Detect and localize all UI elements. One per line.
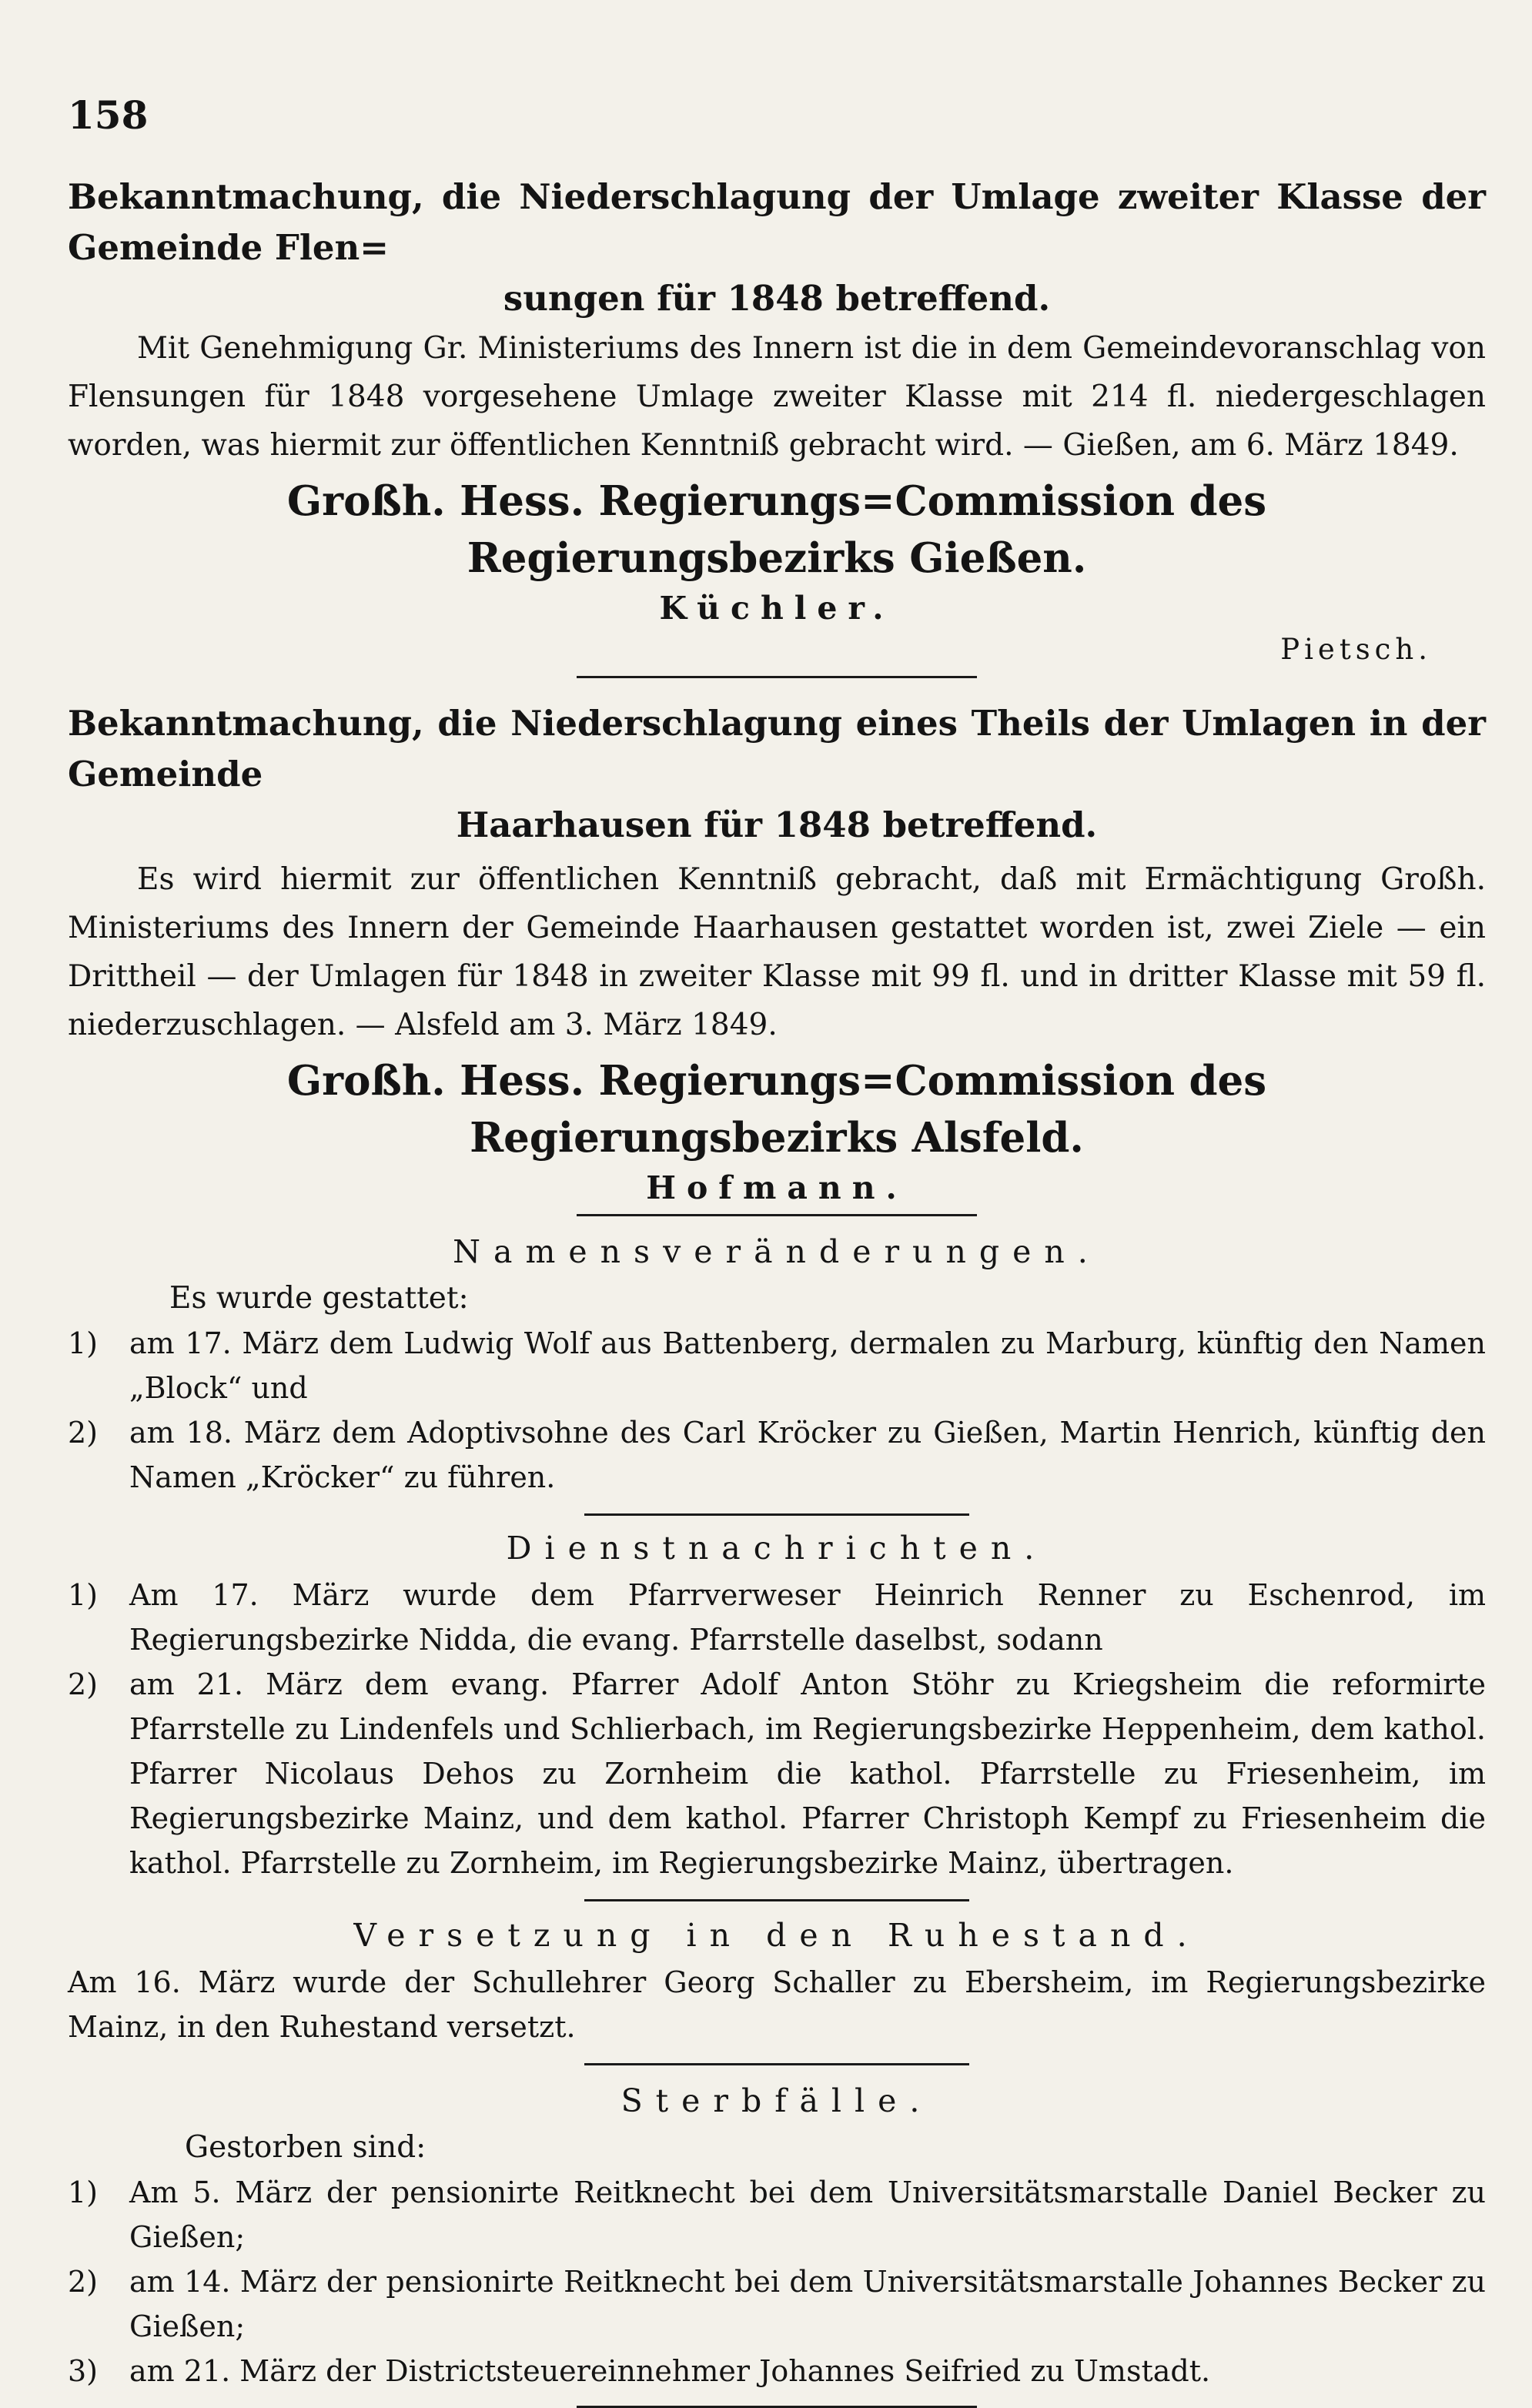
- service-news-section: [68, 1523, 1486, 1885]
- section-title: Dienstnachrichten.: [506, 1530, 1048, 1567]
- section-intro: Gestorben sind:: [185, 2130, 426, 2165]
- section-title: Namensveränderungen.: [453, 1233, 1101, 1270]
- section-divider: [584, 1899, 969, 1901]
- signatory: Küchler.: [659, 590, 895, 627]
- section-divider: [577, 1214, 977, 1216]
- notice-body: Es wird hiermit zur öffentlichen Kenntniß gebracht, daß mit Ermächtigung Großh. Ministeriums des Innern der Gemeinde Haarhausen gestattet worden ist, zwei Ziele — ein Drittheil — der Umlagen für 1848 in zweiter Klasse mit 99 fl. und in dritter Klasse mit 59 fl. niederzuschlagen. — Alsfeld am 3. März 1849.: [68, 862, 1486, 1042]
- deaths-section: [68, 2076, 1486, 2393]
- name-changes-section: [68, 1227, 1486, 1500]
- item-number: 2): [68, 1416, 99, 1450]
- notice-body: Mit Genehmigung Gr. Ministeriums des Innern ist die in dem Gemeindevoranschlag von Flensungen für 1848 vorgesehene Umlage zweiter Klasse mit 214 fl. niedergeschlagen worden, was hiermit zur öffentlichen Kenntniß gebracht wird. — Gießen, am 6. März 1849.: [68, 331, 1486, 463]
- notice-heading: Bekanntmachung, die Niederschlagung der Umlage zweiter Klasse der Gemeinde Flen=: [68, 176, 1486, 268]
- section-divider: [584, 1513, 969, 1516]
- section-divider: [577, 676, 977, 678]
- section-divider: [584, 2063, 969, 2065]
- item-text: am 17. März dem Ludwig Wolf aus Battenberg, dermalen zu Marburg, künftig den Namen „Block“ und: [129, 1326, 1486, 1405]
- notice-heading-cont: sungen für 1848 betreffend.: [503, 278, 1051, 319]
- item-text: am 21. März der Districtsteuereinnehmer Johannes Seifried zu Umstadt.: [129, 2354, 1211, 2388]
- signatory: Hofmann.: [646, 1169, 908, 1206]
- name-change-list: [68, 1321, 1486, 1500]
- notice-flensungen: [68, 172, 1486, 670]
- item-number: 2): [68, 1667, 99, 1701]
- item-text: am 14. März der pensionirte Reitknecht bei dem Universitätsmarstalle Johannes Becker zu Gießen;: [129, 2265, 1486, 2343]
- item-text: Am 17. März wurde dem Pfarrverweser Heinrich Renner zu Eschenrod, im Regierungsbezirke Nidda, die evang. Pfarrstelle daselbst, sodann: [129, 1578, 1486, 1657]
- list-item: [68, 1573, 1486, 1662]
- section-title: Sterbfälle.: [620, 2082, 933, 2119]
- notice-heading: Bekanntmachung, die Niederschlagung eines Theils der Umlagen in der Gemeinde: [68, 703, 1486, 794]
- item-text: am 18. März dem Adoptivsohne des Carl Kröcker zu Gießen, Martin Henrich, künftig den Namen „Kröcker“ zu führen.: [129, 1416, 1486, 1494]
- issuing-authority: Großh. Hess. Regierungs=Commission des Regierungsbezirks Alsfeld.: [286, 1057, 1267, 1162]
- section-title: Versetzung in den Ruhestand.: [353, 1917, 1200, 1954]
- notice-haarhausen: [68, 698, 1486, 1209]
- list-item: [68, 2349, 1486, 2393]
- item-number: 1): [68, 1326, 99, 1360]
- list-item: [68, 1321, 1486, 1410]
- issuing-authority: Großh. Hess. Regierungs=Commission des Regierungsbezirks Gießen.: [286, 477, 1267, 582]
- retirement-section: [68, 1911, 1486, 2049]
- item-number: 2): [68, 2265, 99, 2299]
- list-item: [68, 1410, 1486, 1500]
- item-text: am 21. März dem evang. Pfarrer Adolf Anton Stöhr zu Kriegsheim die reformirte Pfarrstelle zu Lindenfels und Schlierbach, im Regierungsbezirke Heppenheim, dem kathol. Pfarrer Nicolaus Dehos zu Zornheim die kathol. Pfarrstelle zu Friesenheim, im Regierungsbezirke Mainz, und dem kathol. Pfarrer Christoph Kempf zu Friesenheim die kathol. Pfarrstelle zu Zornheim, im Regierungsbezirke Mainz, übertragen.: [129, 1667, 1486, 1880]
- co-signatory: Pietsch.: [1280, 633, 1432, 666]
- section-intro: Es wurde gestattet:: [169, 1281, 469, 1316]
- list-item: [68, 2259, 1486, 2349]
- item-number: 1): [68, 1578, 99, 1612]
- page-number: 158: [68, 92, 149, 138]
- section-body: Am 16. März wurde der Schullehrer Georg Schaller zu Ebersheim, im Regierungsbezirke Mainz, in den Ruhestand versetzt.: [68, 1965, 1486, 2044]
- item-text: Am 5. März der pensionirte Reitknecht bei dem Universitätsmarstalle Daniel Becker zu Gießen;: [129, 2176, 1486, 2254]
- list-item: [68, 2170, 1486, 2259]
- item-number: 3): [68, 2354, 99, 2388]
- item-number: 1): [68, 2176, 99, 2209]
- list-item: [68, 1662, 1486, 1885]
- deaths-list: [68, 2170, 1486, 2393]
- notice-heading-cont: Haarhausen für 1848 betreffend.: [456, 804, 1098, 845]
- service-news-list: [68, 1573, 1486, 1885]
